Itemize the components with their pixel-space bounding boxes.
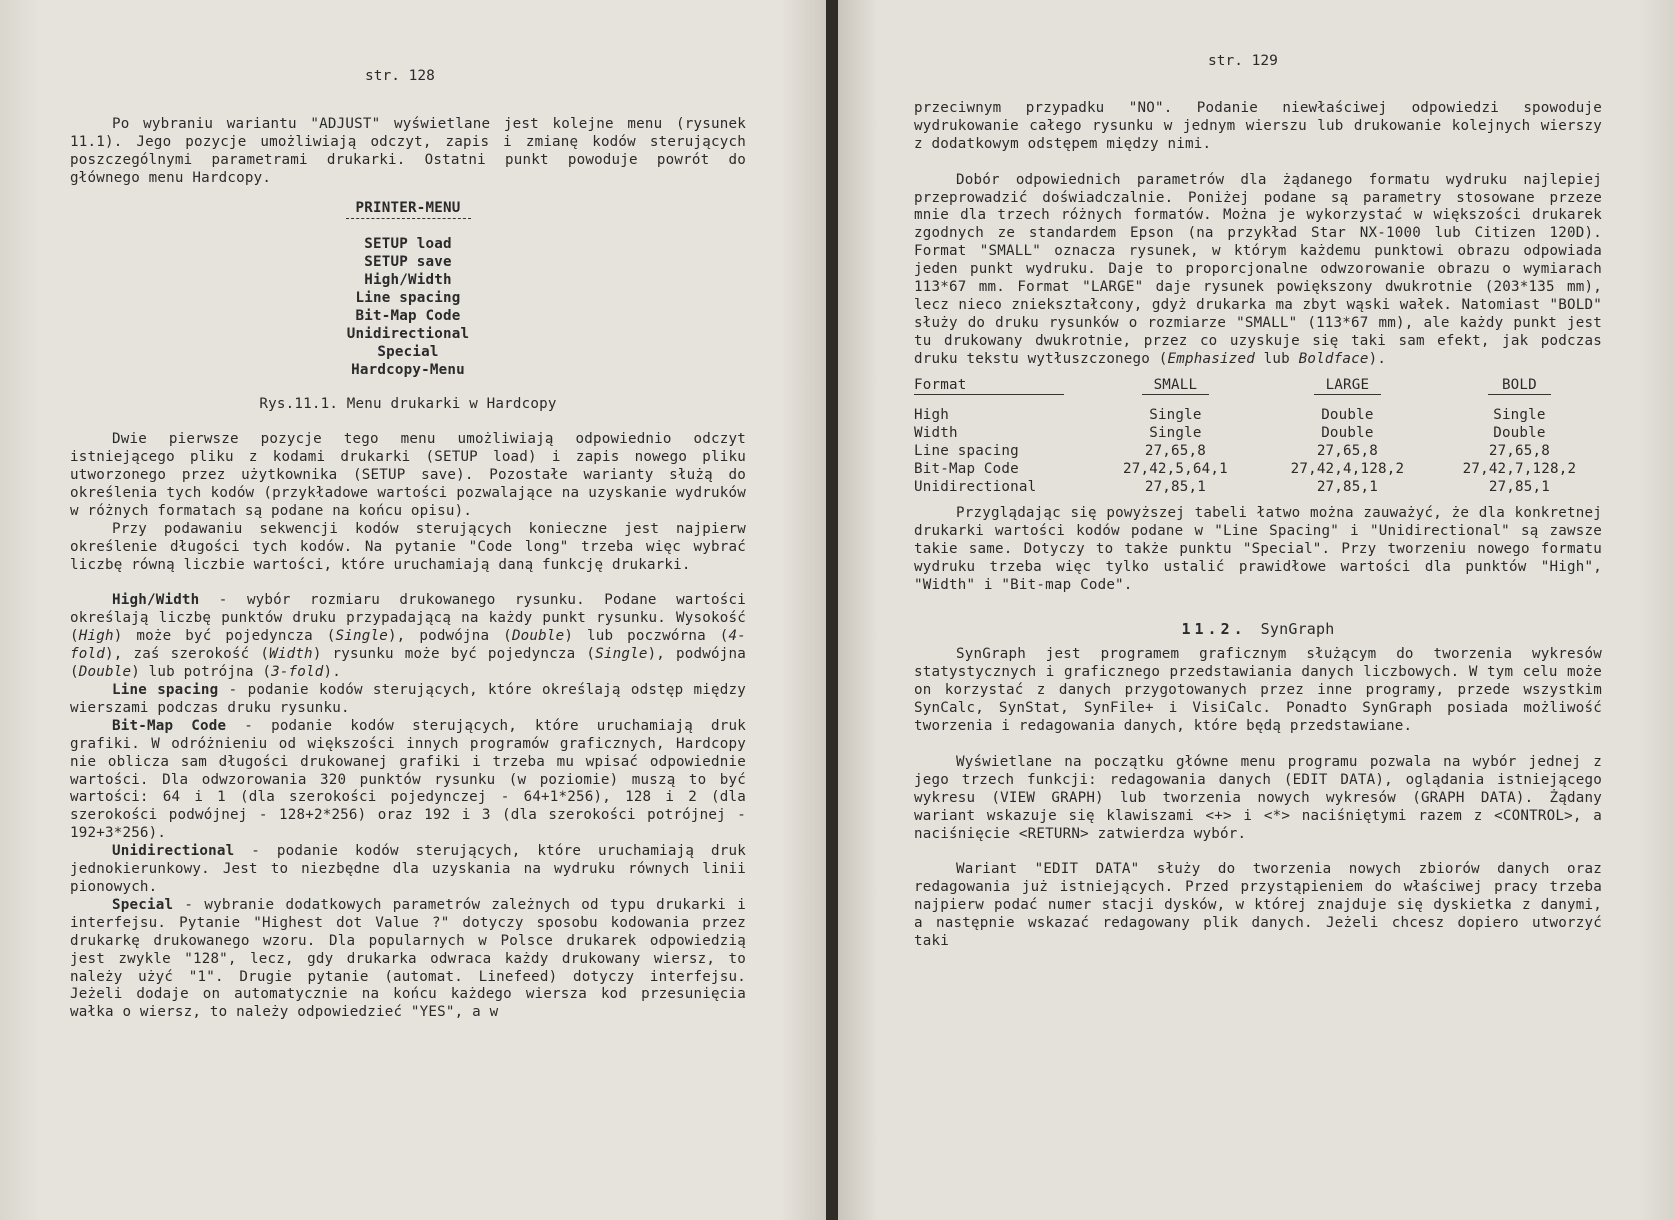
menu-item: Bit-Map Code <box>355 307 461 324</box>
italic-term: 3-fold <box>271 664 324 681</box>
high-width-paragraph <box>70 592 746 682</box>
table-row <box>914 479 1602 497</box>
table-cell: 27,85,1 <box>1144 479 1207 496</box>
printer-menu-figure <box>70 200 746 380</box>
right-page <box>838 0 1675 1220</box>
menu-item: Unidirectional <box>346 325 470 342</box>
table-cell: Line spacing <box>914 443 1019 460</box>
term-bitmap-code: Bit-Map Code <box>112 717 227 734</box>
table-row <box>914 461 1602 479</box>
table-cell: Bit-Map Code <box>914 461 1019 478</box>
main-menu-paragraph: Wyświetlane na początku główne menu programu pozwala na wybór jednej z jego trzech funkcji: redagowania danych (EDIT DATA), oglądania istniejącego wykresu (VIEW GRAPH) lub tworzenia nowych wykresów (GRAPH DATA). Żądany wariant wskazuje się klawiszami <+> i <*> naciśniętymi razem z <CONTROL>, a naciśnięcie <RETURN> zatwierdza wybór. <box>914 753 1602 842</box>
table-cell: Double <box>1493 425 1546 442</box>
setup-paragraph: Dwie pierwsze pozycje tego menu umożliwiają odpowiednio odczyt istniejącego pliku z kodami drukarki (SETUP load) i zapis nowego pliku utworzonego przez użytkownika (SETUP save). Pozostałe warianty służą do określenia tych kodów (przykładowe wartości pozwalające na uzyskanie wydruków w różnych formatach są podane na końcu opisu). <box>70 431 746 519</box>
italic-term: Emphasized <box>1167 350 1255 367</box>
figure-caption: Rys.11.1. Menu drukarki w Hardcopy <box>259 395 557 412</box>
section-heading <box>914 621 1602 639</box>
section-title: SynGraph <box>1260 619 1335 638</box>
text: ) może być pojedyncza ( <box>113 628 336 645</box>
left-text-column <box>70 116 746 1022</box>
table-header-row <box>914 377 1602 400</box>
table-row <box>914 407 1602 425</box>
menu-item: High/Width <box>364 272 452 289</box>
term-special: Special <box>112 896 174 913</box>
formats-paragraph <box>914 172 1602 369</box>
unidirectional-paragraph <box>70 843 746 897</box>
syngraph-paragraph: SynGraph jest programem graficznym służącym do tworzenia wykresów statystycznych i graficznego przedstawiania danych liczbowych. W tym celu może on korzystać z danych przygotowanych przez inne programy, przede wszystkim SynCalc, SynStat, SynFile+ i VisiCalc. Ponadto SynGraph posiada możliwość tworzenia i redagowania danych, które będą przedstawiane. <box>914 646 1602 735</box>
right-text-column <box>914 100 1602 951</box>
table-cell: 27,65,8 <box>1488 443 1551 460</box>
italic-term: Single <box>595 646 648 663</box>
line-spacing-paragraph <box>70 682 746 718</box>
italic-term: Width <box>269 646 313 663</box>
term-unidirectional: Unidirectional <box>112 843 235 860</box>
menu-item: Special <box>377 343 439 360</box>
page-number: str. 129 <box>1208 53 1278 69</box>
text: ) lub potrójna ( <box>131 664 272 681</box>
codes-paragraph: Przy podawaniu sekwencji kodów sterujących konieczne jest najpierw określenie długości tych kodów. Na pytanie "Code long" trzeba więc wybrać liczbę równą liczbie wartości, które uruchamiają daną funkcję drukarki. <box>70 520 746 573</box>
text: - podanie kodów sterujących, które uruchamiają druk jednokierunkowy. Jest to niezbędne dla uzyskania na wydruku równych linii pionowych. <box>70 843 746 895</box>
text: ). <box>1368 350 1387 367</box>
left-page <box>0 0 826 1220</box>
intro-paragraph: Po wybraniu wariantu "ADJUST" wyświetlane jest kolejne menu (rysunek 11.1). Jego pozycje umożliwiają odczyt, zapis i zmianę kodów sterujących poszczególnymi parametrami drukarki. Ostatni punkt powoduje powrót do głównego menu Hardcopy. <box>70 116 746 186</box>
table-cell: Double <box>1321 407 1374 424</box>
text: - podanie kodów sterujących, które uruchamiają druk grafiki. W odróżnieniu od większości innych programów graficznych, Hardcopy nie oblicza sam długości drukowanej grafiki i trzeba mu wpisać odpowiednie wartości. Dla odwzorowania 320 punktów rysunku (w poziomie) muszą to być wartości: 64 i 1 (dla szerokości pojedynczej - 64+1*256), 128 i 2 (dla szerokości podwójnej - 128+2*256) oraz 192 i 3 (dla szerokości potrójnej - 192+3*256). <box>70 717 746 842</box>
table-header: Format <box>914 377 1064 396</box>
italic-term: 4-fold <box>70 628 747 663</box>
section-number: 11.2. <box>1181 619 1247 638</box>
menu-divider <box>346 218 471 237</box>
italic-term: High <box>78 628 114 645</box>
table-cell: 27,42,5,64,1 <box>1122 461 1228 478</box>
table-cell: 27,42,7,128,2 <box>1462 461 1577 478</box>
table-row <box>914 443 1602 461</box>
text: ) rysunku może być pojedyncza ( <box>312 646 596 663</box>
bitmap-code-paragraph <box>70 718 746 843</box>
continuation-paragraph: przeciwnym przypadku "NO". Podanie niewłaściwej odpowiedzi spowoduje wydrukowanie całego rysunku w jednym wierszu lub drukowanie kolejnych wierszy z dodatkowym odstępem między nimi. <box>914 100 1602 152</box>
italic-term: Double <box>511 628 565 645</box>
text: ), zaś szerokość ( <box>104 646 270 663</box>
table-cell: 27,85,1 <box>1488 479 1551 496</box>
text: lub <box>1254 350 1299 367</box>
text: ). <box>323 664 342 681</box>
menu-item: Line spacing <box>355 290 461 307</box>
menu-item: SETUP save <box>364 254 452 271</box>
table-row <box>914 425 1602 443</box>
table-cell: Unidirectional <box>914 479 1037 496</box>
term-high-width: High/Width <box>112 592 200 609</box>
table-cell: Double <box>1321 425 1374 442</box>
text: ), podwójna ( <box>70 646 746 681</box>
table-note-paragraph: Przyglądając się powyższej tabeli łatwo można zauważyć, że dla konkretnej drukarki wartości kodów podane w "Line Spacing" i "Unidirectional" są zawsze takie same. Dotyczy to także punktu "Special". Przy tworzeniu nowego formatu wydruku trzeba więc tylko ustalić prawidłowe wartości dla punktów "High", "Width" i "Bit-map Code". <box>914 505 1602 593</box>
table-cell: Width <box>914 425 958 442</box>
page-number: str. 128 <box>365 68 435 84</box>
term-line-spacing: Line spacing <box>112 682 219 698</box>
table-cell: Single <box>1149 425 1202 442</box>
menu-title: PRINTER-MENU <box>355 199 461 216</box>
italic-term: Double <box>78 664 132 681</box>
table-cell: Single <box>1493 407 1546 424</box>
text: - wybranie dodatkowych parametrów zależnych od typu drukarki i interfejsu. Pytanie "Highest dot Value ?" dotyczy sposobu kodowania przez drukarkę drukowanego wzoru. Dla popularnych w Polsce drukarek odpowiedzią jest zwykle "128", lecz, gdy drukarka odwraca każdy drukowany wiersz, to należy użyć "1". Drugie pytanie (automat. Linefeed) dotyczy interfejsu. Jeżeli dodaje on automatycznie na końcu każdego wiersza kod przesunięcia wałka o wiersz, to należy odpowiedzieć "YES", a w <box>70 896 746 1021</box>
table-cell: 27,85,1 <box>1316 479 1379 496</box>
table-cell: High <box>914 407 949 424</box>
text: ) lub poczwórna ( <box>564 628 729 645</box>
menu-item: SETUP load <box>364 236 452 253</box>
text: - podanie kodów sterujących, które określają odstęp między wierszami podczas druku rysunku. <box>70 682 746 716</box>
italic-term: Boldface <box>1298 350 1369 367</box>
edit-data-paragraph: Wariant "EDIT DATA" służy do tworzenia nowych zbiorów danych oraz redagowania już istniejących. Przed przystąpieniem do właściwej pracy trzeba najpierw podać numer stacji dysków, w której znajduje się dyskietka z danymi, a następnie wskazać redagowany plik danych. Jeżeli chcesz dopiero utworzyć taki <box>914 861 1602 949</box>
table-header: BOLD <box>1488 377 1551 396</box>
text: - wybór rozmiaru drukowanego rysunku. Podane wartości określają liczbę punktów druku przypadającą na każdy punkt rysunku. Wysokość ( <box>70 592 746 645</box>
table-header: SMALL <box>1142 377 1210 396</box>
table-cell: Single <box>1149 407 1202 424</box>
table-cell: 27,65,8 <box>1144 443 1207 460</box>
text: ), podwójna ( <box>387 628 512 645</box>
menu-item: Hardcopy-Menu <box>351 361 465 378</box>
text: Dobór odpowiednich parametrów dla żądanego formatu wydruku najlepiej przeprowadzić doświadczalnie. Poniżej podane są parametry stosowane przeze mnie dla trzech różnych formatów. Można je wykorzystać w większości drukarek zgodnych ze standardem Epson (na przykład Star NX-1000 lub Citizen 120D). Format "SMALL" oznacza rysunek, w którym każdemu punktowi obrazu odpowiada jeden punkt wydruku. Daje to proporcjonalne odwzorowanie obrazu o wymiarach 113*67 mm. Format "LARGE" daje rysunek powiększony dwukrotnie (203*135 mm), lecz nieco zniekształcony, gdyż drukarka ma zbyt wąski wałek. Natomiast "BOLD" służy do druku rysunków o rozmiarze "SMALL" (113*67 mm), ale każdy punkt jest tu drukowany dwukrotnie, przez co uzyskuje się taki sam efekt, jak podczas druku tekstu wytłuszczonego ( <box>914 171 1602 367</box>
italic-term: Single <box>335 628 388 645</box>
table-header: LARGE <box>1314 377 1382 396</box>
table-cell: 27,65,8 <box>1316 443 1379 460</box>
format-table <box>914 377 1602 497</box>
table-cell: 27,42,4,128,2 <box>1290 461 1405 478</box>
special-paragraph <box>70 897 746 1022</box>
